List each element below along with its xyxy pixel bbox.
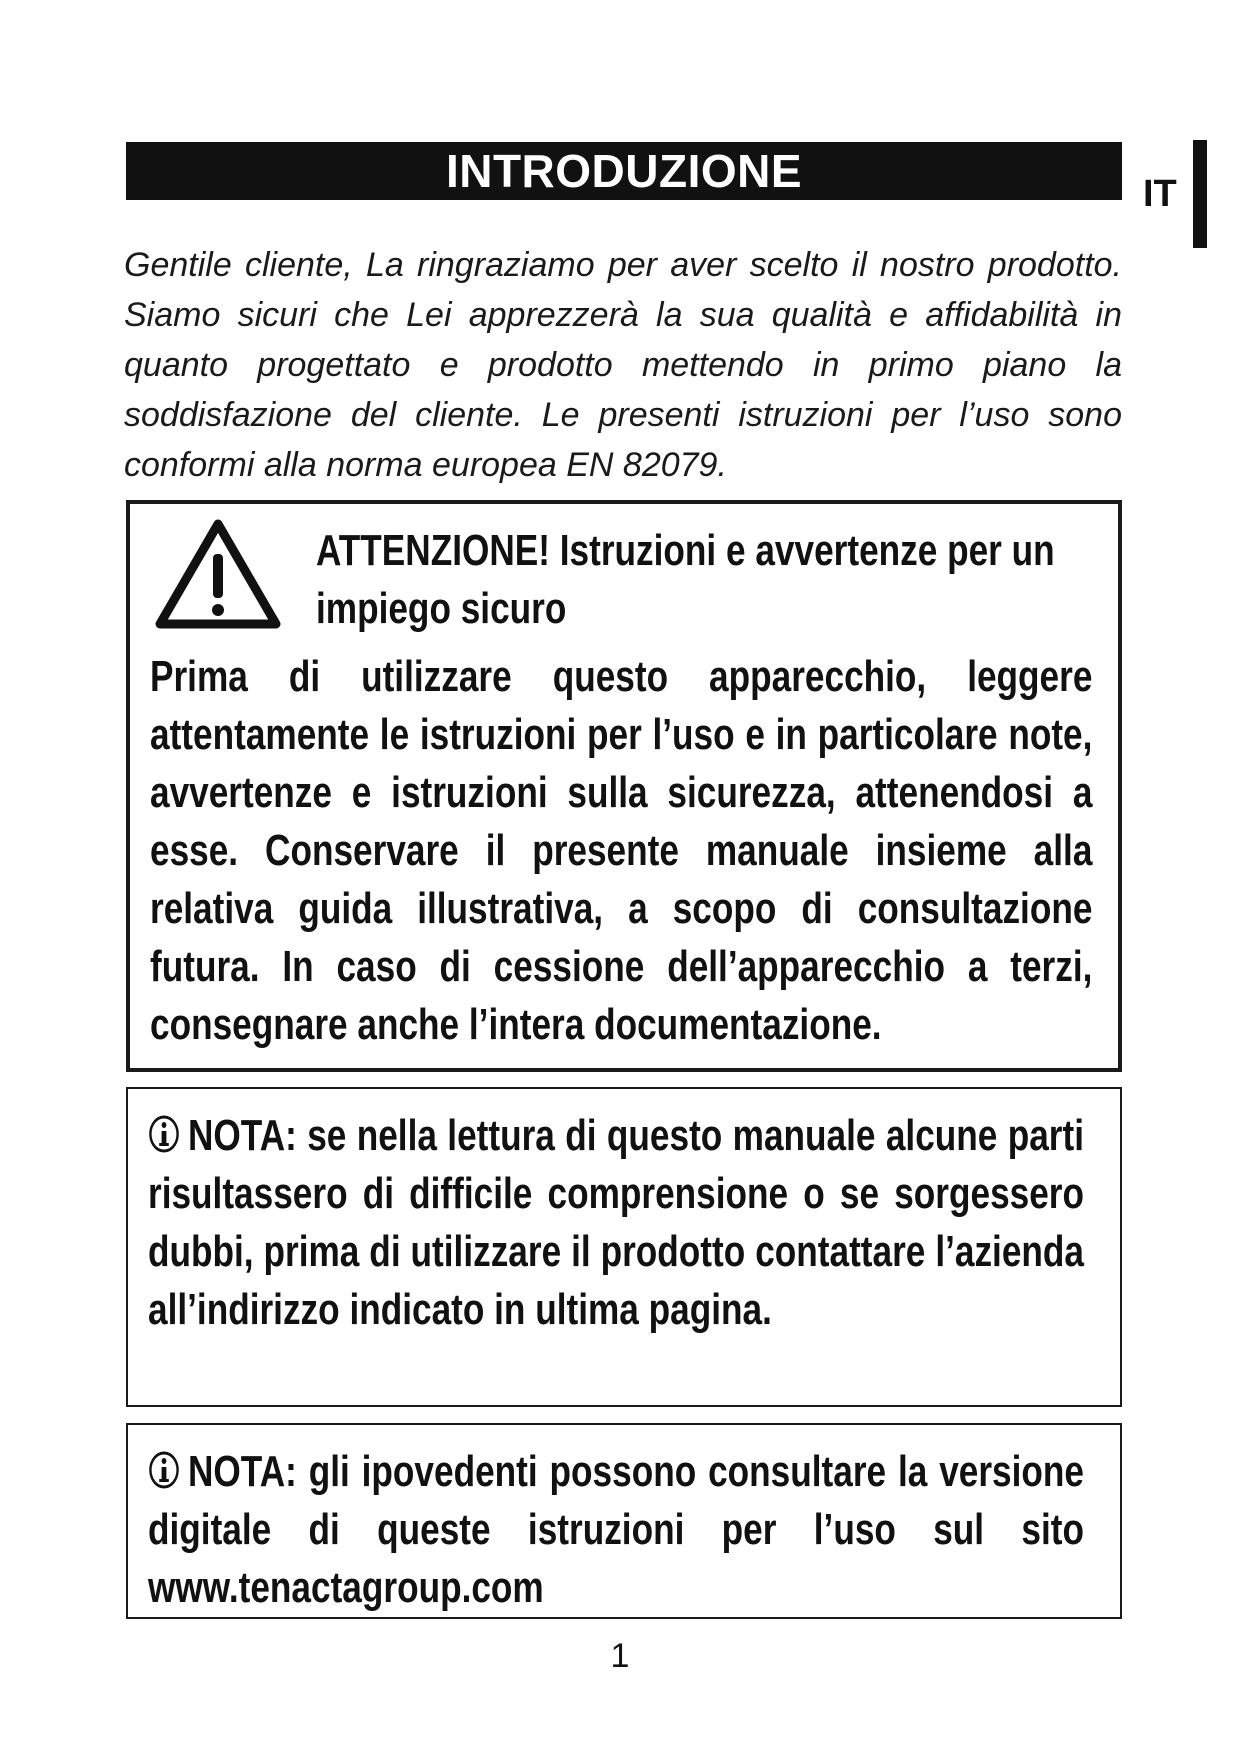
warning-body: Prima di utilizzare questo apparecchio, leggere attentamente le istruzioni per l’uso e in particolare note, avvertenze e istruzioni sulla sicurezza, attenendosi a esse. Conservare il presente manuale insieme alla relativa guida illustrativa, a scopo di consultazione futura. In caso di cessione dell’apparecchio a terzi, consegnare anche l’intera documentazione. [150,652,1093,1049]
info-icon [148,1450,180,1490]
language-marker-bar [1193,140,1207,248]
note-text [148,1107,1084,1339]
intro-paragraph: Gentile cliente, La ringraziamo per aver scelto il nostro prodotto. Siamo sicuri che Lei apprezzerà la sua qualità e affidabilità in quanto progettato e prodotto mettendo in primo piano la soddisfazione del cliente. Le presenti istruzioni per l’uso sono conformi alla norma europea EN 82079. [124,246,1122,484]
warning-heading: ATTENZIONE! Istruzioni e avvertenze per un impiego sicuro [316,526,1055,633]
note-text-content: NOTA: gli ipovedenti possono consultare la versione digitale di queste istruzioni per l’uso sul sito www.tenactagroup.com [148,1447,1084,1612]
note-box-comprehension [126,1087,1122,1407]
note-text [148,1443,1084,1617]
warning-triangle-icon [152,516,284,634]
note-text-content: NOTA: se nella lettura di questo manuale alcune parti risultassero di difficile comprensione o se sorgessero dubbi, prima di utilizzare il prodotto contattare l’azienda all’indirizzo indicato in ultima pagina. [148,1111,1084,1334]
page-number: 1 [610,1637,630,1675]
section-title: INTRODUZIONE [126,142,1122,200]
language-tag: IT [1143,173,1177,215]
safety-warning-box [126,500,1122,1072]
note-box-visually-impaired [126,1423,1122,1619]
info-icon [148,1114,180,1154]
